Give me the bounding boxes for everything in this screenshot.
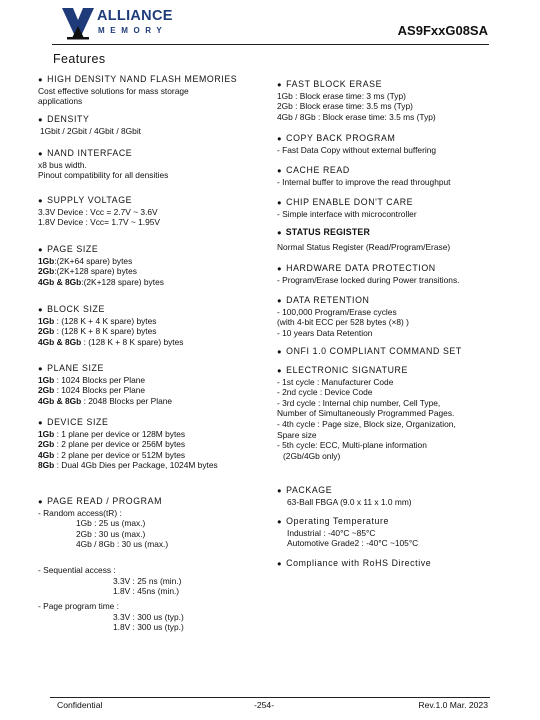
section-line: Cost effective solutions for mass storage (38, 85, 189, 96)
section-heading: ● COPY BACK PROGRAM (277, 133, 436, 145)
section-page-read-program (38, 496, 168, 550)
section-copy-back (277, 133, 436, 155)
section-line: 1Gb : Block erase time: 3 ms (Typ) (277, 90, 406, 101)
section-line: - 1st cycle : Manufacturer Code (277, 376, 394, 387)
section-rohs (277, 558, 431, 570)
section-line: 1Gbit / 2Gbit / 4Gbit / 8Gbit (40, 125, 142, 136)
section-package (277, 485, 412, 507)
density-label: 1Gb (38, 374, 55, 385)
footer-confidential: Confidential (57, 700, 103, 710)
section-line: - 100,000 Program/Erase cycles (277, 306, 397, 317)
section-device-size (38, 417, 218, 471)
section-heading: ● SUPPLY VOLTAGE (38, 195, 160, 207)
density-value: : 1 plane per device or 128M bytes (54, 428, 186, 439)
page-title: Features (53, 52, 106, 66)
section-heading: ● PLANE SIZE (38, 363, 172, 375)
section-density (38, 114, 141, 136)
section-hardware-protection (277, 263, 459, 285)
section-line: 63-Ball FBGA (9.0 x 11 x 1.0 mm) (287, 496, 412, 507)
section-line (38, 277, 164, 288)
density-value: :(2K+64 spare) bytes (54, 255, 133, 266)
section-line (38, 256, 164, 267)
density-value: : (128 K + 4 K spare) bytes (54, 315, 157, 326)
section-status-register (277, 227, 450, 252)
density-value: : (128 K + 8 K spare) bytes (81, 336, 184, 347)
section-heading: ● CACHE READ (277, 165, 451, 177)
section-sequential-access (38, 565, 181, 597)
section-line: x8 bus width. (38, 159, 87, 170)
section-block-size (38, 304, 183, 347)
section-cache-read (277, 165, 451, 187)
section-heading: ● HIGH DENSITY NAND FLASH MEMORIES (38, 74, 237, 86)
density-value: :(2K+128 spare) bytes (81, 276, 164, 287)
logo-wordmark-top: ALLIANCE (97, 8, 173, 24)
footer-divider (50, 697, 490, 698)
section-heading: ● DEVICE SIZE (38, 417, 218, 429)
section-line: Industrial : -40°C ~85°C (287, 527, 376, 538)
section-line (38, 460, 218, 471)
section-line: - Internal buffer to improve the read throughput (277, 176, 451, 187)
section-line (38, 439, 218, 450)
section-line: - 2nd cycle : Device Code (277, 387, 373, 398)
section-line: - 4th cycle : Page size, Block size, Organization, (277, 418, 456, 429)
section-nand-interface (38, 148, 168, 181)
section-chip-enable (277, 197, 417, 219)
section-heading: ● CHIP ENABLE DON'T CARE (277, 197, 417, 209)
section-line (38, 266, 164, 277)
section-heading: ● Compliance with RoHS Directive (277, 558, 431, 570)
density-value: : Dual 4Gb Dies per Package, 1024M bytes (54, 460, 218, 471)
section-fast-block-erase (277, 79, 436, 122)
section-line: (with 4-bit ECC per 528 bytes (×8) ) (277, 317, 409, 328)
section-line: Automotive Grade2 : -40°C ~105°C (287, 538, 419, 549)
section-plane-size (38, 363, 172, 406)
section-line: - Random access(tR) : (38, 507, 122, 518)
section-line: - 10 years Data Retention (277, 327, 373, 338)
section-heading: ● ONFI 1.0 COMPLIANT COMMAND SET (277, 346, 462, 358)
section-line (38, 375, 172, 386)
section-line: - Program/Erase locked during Power transitions. (277, 274, 460, 285)
section-heading: ● PAGE READ / PROGRAM (38, 496, 168, 508)
section-supply-voltage (38, 195, 160, 228)
section-heading: ● FAST BLOCK ERASE (277, 79, 436, 91)
density-label: 4Gb & 8Gb (38, 276, 82, 287)
section-line: (2Gb/4Gb only) (283, 450, 341, 461)
density-label: 4Gb (38, 449, 55, 460)
section-line (38, 337, 183, 348)
density-label: 1Gb (38, 428, 55, 439)
section-page-size (38, 244, 164, 287)
section-line: - 3rd cycle : Internal chip number, Cell Type, (277, 397, 441, 408)
section-line: 4Gb / 8Gb : Block erase time: 3.5 ms (Typ) (277, 111, 436, 122)
section-line (38, 316, 183, 327)
density-label: 8Gb (38, 460, 55, 471)
section-line: - Simple interface with microcontroller (277, 208, 417, 219)
section-heading: ● DATA RETENTION (277, 295, 409, 307)
section-line: - Sequential access : (38, 565, 116, 575)
density-value: : (128 K + 8 K spare) bytes (54, 326, 157, 337)
section-heading: ● Operating Temperature (277, 516, 418, 528)
section-line: applications (38, 96, 83, 107)
density-label: 1Gb (38, 315, 55, 326)
density-label: 1Gb (38, 255, 55, 266)
section-page-program-time (38, 601, 184, 633)
density-value: : 2 plane per device or 256M bytes (54, 439, 186, 450)
section-line: - Fast Data Copy without external buffering (277, 144, 437, 155)
section-line: 1.8V : 45ns (min.) (113, 586, 180, 597)
section-line: 1.8V Device : Vcc= 1.7V ~ 1.95V (38, 217, 160, 228)
density-value: :(2K+128 spare) bytes (54, 266, 137, 277)
density-label: 2Gb (38, 439, 55, 450)
density-value: : 1024 Blocks per Plane (54, 385, 146, 396)
section-line: 2Gb : Block erase time: 3.5 ms (Typ) (277, 101, 413, 112)
section-heading: ● STATUS REGISTER (277, 227, 450, 239)
section-high-density (38, 74, 237, 107)
section-line: - 5th cycle: ECC, Multi-plane information (277, 440, 427, 451)
document-part-number: AS9FxxG08SA (397, 23, 488, 38)
section-line: 3.3V : 25 ns (min.) (113, 575, 182, 586)
section-onfi (277, 346, 462, 358)
density-label: 4Gb & 8Gb (38, 395, 82, 406)
section-data-retention (277, 295, 409, 338)
section-heading: ● HARDWARE DATA PROTECTION (277, 263, 459, 275)
section-operating-temperature (277, 516, 418, 549)
header-divider (52, 44, 489, 45)
section-heading: ● PACKAGE (277, 485, 412, 497)
density-value: : 2 plane per device or 512M bytes (54, 449, 186, 460)
density-label: 4Gb & 8Gb (38, 336, 82, 347)
section-line: 1.8V : 300 us (typ.) (113, 622, 184, 633)
section-line: Pinout compatibility for all densities (38, 170, 169, 181)
density-label: 2Gb (38, 385, 55, 396)
density-label: 2Gb (38, 266, 55, 277)
section-line (38, 326, 183, 337)
section-heading: ● PAGE SIZE (38, 244, 164, 256)
section-line (38, 385, 172, 396)
section-line: 3.3V Device : Vcc = 2.7V ~ 3.6V (38, 206, 158, 217)
footer-page-number: -254- (254, 700, 275, 710)
section-line: Normal Status Register (Read/Program/Erase) (277, 241, 451, 252)
density-value: : 1024 Blocks per Plane (54, 374, 146, 385)
section-line (38, 450, 218, 461)
section-heading: ● ELECTRONIC SIGNATURE (277, 365, 456, 377)
section-line: 3.3V : 300 us (typ.) (113, 611, 184, 622)
section-heading: ● BLOCK SIZE (38, 304, 183, 316)
section-line: Spare size (277, 429, 317, 440)
section-line: - Page program time : (38, 601, 119, 611)
logo-wordmark-bottom: MEMORY (98, 26, 168, 35)
footer-revision: Rev.1.0 Mar. 2023 (418, 700, 488, 710)
section-line: Number of Simultaneously Programmed Pages. (277, 408, 455, 419)
section-line (38, 396, 172, 407)
density-label: 2Gb (38, 326, 55, 337)
section-electronic-signature (277, 365, 456, 461)
density-value: : 2048 Blocks per Plane (81, 395, 173, 406)
section-line: 1Gb : 25 us (max.) (76, 518, 146, 529)
section-line: 4Gb / 8Gb : 30 us (max.) (76, 539, 169, 550)
section-line: 2Gb : 30 us (max.) (76, 528, 146, 539)
section-line (38, 429, 218, 440)
section-heading: ● DENSITY (38, 114, 141, 126)
section-heading: ● NAND INTERFACE (38, 148, 168, 160)
